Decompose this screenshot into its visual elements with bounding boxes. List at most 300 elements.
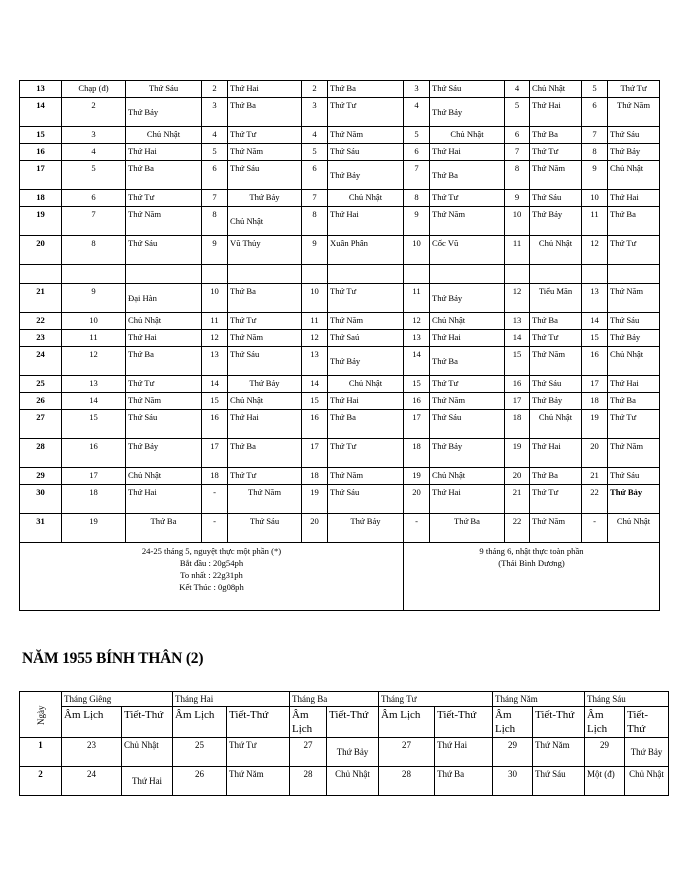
- weekday-cell: Thứ Tư: [430, 190, 505, 207]
- lunar-date-cell: 27: [379, 738, 435, 767]
- weekday-cell: Chủ Nhật: [608, 161, 660, 190]
- lunar-date-cell: 8: [582, 144, 608, 161]
- day-number: 13: [20, 81, 62, 98]
- empty-cell: [228, 265, 302, 284]
- lunar-date-cell: 11: [404, 284, 430, 313]
- sub-header: Tiết-Thứ: [625, 707, 669, 738]
- weekday-cell: Thứ Sáu: [328, 144, 404, 161]
- lunar-date-cell: 11: [582, 207, 608, 236]
- weekday-cell: Thứ Tư: [328, 439, 404, 468]
- empty-cell: [505, 265, 530, 284]
- lunar-date-cell: 4: [202, 127, 228, 144]
- weekday-cell: Thứ Tư: [228, 127, 302, 144]
- weekday-cell: Chủ Nhật: [608, 514, 660, 543]
- weekday-cell: Thứ Năm: [530, 514, 582, 543]
- sub-header: Âm Lịch: [493, 707, 533, 738]
- weekday-cell: Thứ Bảy: [625, 738, 669, 767]
- weekday-cell: Chủ Nhật: [228, 207, 302, 236]
- weekday-cell: Thứ Sáu: [533, 767, 585, 796]
- table-row: [20, 81, 660, 98]
- month-header: Tháng Hai: [173, 692, 290, 707]
- lunar-date-cell: 7: [202, 190, 228, 207]
- weekday-cell: Thứ Bảy: [430, 439, 505, 468]
- lunar-date-cell: 2: [62, 98, 126, 127]
- lunar-date-cell: 21: [582, 468, 608, 485]
- solar-eclipse-note: [404, 543, 660, 611]
- weekday-cell: Thứ Bảy: [327, 738, 379, 767]
- day-number: 19: [20, 207, 62, 236]
- lunar-date-cell: 15: [202, 393, 228, 410]
- weekday-cell: Thứ Bảy: [608, 485, 660, 514]
- lunar-date-cell: 3: [62, 127, 126, 144]
- month-header: Tháng Giêng: [62, 692, 173, 707]
- weekday-cell: Thứ Năm: [328, 468, 404, 485]
- weekday-cell: Thứ Bảy: [530, 207, 582, 236]
- weekday-cell: Thứ Hai: [328, 207, 404, 236]
- lunar-date-cell: -: [202, 514, 228, 543]
- empty-cell: [126, 265, 202, 284]
- weekday-cell: Thứ Ba: [608, 393, 660, 410]
- weekday-cell: Thứ Hai: [608, 376, 660, 393]
- note-line: Bắt đầu : 20g54ph: [179, 558, 244, 568]
- weekday-cell: Thứ Ba: [228, 98, 302, 127]
- weekday-cell: Thứ Sáu: [608, 468, 660, 485]
- spacer-row: [20, 265, 660, 284]
- weekday-cell: Chủ Nhật: [126, 468, 202, 485]
- lunar-date-cell: 2: [302, 81, 328, 98]
- weekday-cell: Thứ Hai: [228, 410, 302, 439]
- lunar-date-cell: 14: [505, 330, 530, 347]
- lunar-date-cell: 10: [582, 190, 608, 207]
- weekday-cell: Thứ Tư: [430, 376, 505, 393]
- weekday-cell: Thứ Năm: [608, 284, 660, 313]
- lunar-date-cell: 29: [585, 738, 625, 767]
- weekday-cell: Thứ Sáu: [328, 485, 404, 514]
- weekday-cell: Thứ Ba: [228, 439, 302, 468]
- sub-header: Tiết-Thứ: [227, 707, 290, 738]
- weekday-cell: Thứ Bảy: [228, 376, 302, 393]
- page-heading: NĂM 1955 BÍNH THÂN (2): [22, 650, 204, 667]
- weekday-cell: Vũ Thủy: [228, 236, 302, 265]
- table-row: [20, 330, 660, 347]
- weekday-cell: Chủ Nhật: [430, 313, 505, 330]
- day-column-header: Ngày: [20, 692, 62, 738]
- weekday-cell: Thứ Năm: [430, 207, 505, 236]
- lunar-date-cell: 18: [404, 439, 430, 468]
- empty-cell: [530, 265, 582, 284]
- weekday-cell: Thứ Ba: [126, 347, 202, 376]
- table-row: [20, 514, 660, 543]
- day-number: 17: [20, 161, 62, 190]
- eclipse-notes-row: [20, 543, 660, 611]
- weekday-cell: Thứ Sáu: [430, 410, 505, 439]
- lunar-date-cell: 4: [302, 127, 328, 144]
- sub-header: Âm Lịch: [585, 707, 625, 738]
- empty-cell: [404, 265, 430, 284]
- lunar-date-cell: 18: [505, 410, 530, 439]
- weekday-cell: Thứ Tư: [608, 410, 660, 439]
- weekday-cell: Thứ Hai: [530, 439, 582, 468]
- weekday-cell: Thứ Sáu: [530, 376, 582, 393]
- lunar-date-cell: 3: [404, 81, 430, 98]
- table-row: [20, 485, 660, 514]
- empty-cell: [582, 265, 608, 284]
- lunar-date-cell: 19: [62, 514, 126, 543]
- weekday-cell: Thứ Sáu: [430, 81, 505, 98]
- lunar-date-cell: -: [202, 485, 228, 514]
- day-number: 1: [20, 738, 62, 767]
- weekday-cell: Thứ Bảy: [126, 98, 202, 127]
- sub-header: Tiết-Thứ: [435, 707, 493, 738]
- lunar-date-cell: 19: [302, 485, 328, 514]
- lunar-date-cell: 20: [582, 439, 608, 468]
- sub-header: Tiết-Thứ: [122, 707, 173, 738]
- weekday-cell: Chủ Nhật: [328, 376, 404, 393]
- lunar-date-cell: 16: [62, 439, 126, 468]
- lunar-date-cell: 17: [404, 410, 430, 439]
- lunar-date-cell: 4: [505, 81, 530, 98]
- day-number: 16: [20, 144, 62, 161]
- weekday-cell: Thứ Sáu: [126, 236, 202, 265]
- weekday-cell: Thứ Tư: [530, 144, 582, 161]
- lunar-date-cell: -: [582, 514, 608, 543]
- empty-cell: [202, 265, 228, 284]
- lunar-date-cell: 2: [202, 81, 228, 98]
- weekday-cell: Chủ Nhật: [328, 190, 404, 207]
- weekday-cell: Thứ Hai: [435, 738, 493, 767]
- sub-header: Tiết-Thứ: [327, 707, 379, 738]
- weekday-cell: Thứ Ba: [530, 468, 582, 485]
- weekday-cell: Thứ Ba: [228, 284, 302, 313]
- sub-header: Âm Lịch: [290, 707, 327, 738]
- lunar-date-cell: 24: [62, 767, 122, 796]
- lunar-date-cell: 12: [202, 330, 228, 347]
- lunar-date-cell: 8: [404, 190, 430, 207]
- lunar-date-cell: 15: [404, 376, 430, 393]
- day-number: 15: [20, 127, 62, 144]
- weekday-cell: Thứ Bảy: [530, 393, 582, 410]
- lunar-date-cell: 14: [302, 376, 328, 393]
- weekday-cell: Chủ Nhật: [608, 347, 660, 376]
- lunar-date-cell: 25: [173, 738, 227, 767]
- lunar-date-cell: 17: [62, 468, 126, 485]
- weekday-cell: Chủ Nhật: [530, 236, 582, 265]
- lunar-date-cell: 17: [302, 439, 328, 468]
- weekday-cell: Thứ Tư: [328, 98, 404, 127]
- lunar-date-cell: 7: [404, 161, 430, 190]
- lunar-date-cell: 28: [379, 767, 435, 796]
- weekday-cell: Thứ Sáu: [126, 81, 202, 98]
- lunar-date-cell: 15: [302, 393, 328, 410]
- weekday-cell: Xuân Phân: [328, 236, 404, 265]
- weekday-cell: Thứ Hai: [430, 485, 505, 514]
- empty-cell: [430, 265, 505, 284]
- lunar-date-cell: 8: [505, 161, 530, 190]
- lunar-date-cell: 29: [493, 738, 533, 767]
- lunar-date-cell: 27: [290, 738, 327, 767]
- lunar-date-cell: 21: [505, 485, 530, 514]
- weekday-cell: Thứ Bảy: [430, 98, 505, 127]
- weekday-cell: Thứ Ba: [328, 81, 404, 98]
- weekday-cell: Chủ Nhật: [327, 767, 379, 796]
- weekday-cell: Thứ Ba: [126, 514, 202, 543]
- table-row: [20, 313, 660, 330]
- lunar-date-cell: 3: [302, 98, 328, 127]
- weekday-cell: Thứ Tư: [530, 485, 582, 514]
- weekday-cell: Thứ Hai: [430, 330, 505, 347]
- day-number: 21: [20, 284, 62, 313]
- table-row: [20, 284, 660, 313]
- lunar-date-cell: 12: [505, 284, 530, 313]
- lunar-date-cell: 6: [202, 161, 228, 190]
- weekday-cell: Thứ Bảy: [328, 161, 404, 190]
- weekday-cell: Chủ Nhật: [530, 81, 582, 98]
- weekday-cell: Thứ Năm: [530, 161, 582, 190]
- lunar-date-cell: 6: [505, 127, 530, 144]
- weekday-cell: Thứ Năm: [533, 738, 585, 767]
- calendar-table-1955: [19, 691, 669, 796]
- lunar-date-cell: 5: [62, 161, 126, 190]
- table-row: [20, 393, 660, 410]
- weekday-cell: Thứ Sáu: [608, 127, 660, 144]
- empty-cell: [608, 265, 660, 284]
- lunar-date-cell: 9: [202, 236, 228, 265]
- table-row: [20, 738, 669, 767]
- lunar-date-cell: 22: [582, 485, 608, 514]
- lunar-date-cell: 18: [62, 485, 126, 514]
- lunar-date-cell: 16: [505, 376, 530, 393]
- weekday-cell: Thứ Tư: [227, 738, 290, 767]
- weekday-cell: Thứ Tư: [328, 284, 404, 313]
- weekday-cell: Chủ Nhật: [625, 767, 669, 796]
- lunar-date-cell: 30: [493, 767, 533, 796]
- lunar-date-cell: Chạp (đ): [62, 81, 126, 98]
- weekday-cell: Thứ Bảy: [126, 439, 202, 468]
- month-header: Tháng Ba: [290, 692, 379, 707]
- weekday-cell: Thứ Năm: [126, 207, 202, 236]
- day-number: 23: [20, 330, 62, 347]
- weekday-cell: Thứ Tư: [228, 468, 302, 485]
- calendar-table-continued: [19, 80, 660, 611]
- lunar-date-cell: 13: [302, 347, 328, 376]
- lunar-date-cell: 6: [404, 144, 430, 161]
- table-row: [20, 161, 660, 190]
- weekday-cell: Thứ Năm: [530, 347, 582, 376]
- lunar-date-cell: 28: [290, 767, 327, 796]
- lunar-date-cell: 22: [505, 514, 530, 543]
- empty-cell: [20, 265, 62, 284]
- lunar-eclipse-note: [20, 543, 404, 611]
- lunar-date-cell: 16: [302, 410, 328, 439]
- weekday-cell: Thứ Năm: [608, 439, 660, 468]
- sub-header-row: [20, 707, 669, 738]
- day-number: 14: [20, 98, 62, 127]
- day-number: 31: [20, 514, 62, 543]
- weekday-cell: Chủ Nhật: [126, 127, 202, 144]
- lunar-date-cell: 6: [582, 98, 608, 127]
- lunar-date-cell: 7: [302, 190, 328, 207]
- lunar-date-cell: 13: [582, 284, 608, 313]
- lunar-date-cell: 15: [505, 347, 530, 376]
- note-line: 24-25 tháng 5, nguyệt thực một phần (*): [141, 546, 282, 556]
- table-row: [20, 439, 660, 468]
- table-row: [20, 207, 660, 236]
- table-row: [20, 767, 669, 796]
- lunar-date-cell: 18: [202, 468, 228, 485]
- sub-header: Âm Lịch: [173, 707, 227, 738]
- weekday-cell: Thứ Sáu: [228, 514, 302, 543]
- lunar-date-cell: 11: [505, 236, 530, 265]
- lunar-date-cell: 14: [202, 376, 228, 393]
- day-number: 20: [20, 236, 62, 265]
- lunar-date-cell: 12: [302, 330, 328, 347]
- weekday-cell: Thứ Ba: [328, 410, 404, 439]
- day-number: 29: [20, 468, 62, 485]
- weekday-cell: Thứ Năm: [227, 767, 290, 796]
- weekday-cell: Thứ Bảy: [328, 514, 404, 543]
- lunar-date-cell: 13: [404, 330, 430, 347]
- weekday-cell: Thứ Hai: [328, 393, 404, 410]
- weekday-cell: Thứ Hai: [122, 767, 173, 796]
- lunar-date-cell: 9: [62, 284, 126, 313]
- day-number: 25: [20, 376, 62, 393]
- weekday-cell: Thứ Hai: [430, 144, 505, 161]
- weekday-cell: Thứ Năm: [228, 144, 302, 161]
- weekday-cell: Thứ Hai: [228, 81, 302, 98]
- weekday-cell: Thứ Năm: [228, 330, 302, 347]
- month-header-row: [20, 692, 669, 707]
- weekday-cell: Thứ Bảy: [608, 144, 660, 161]
- weekday-cell: Chủ Nhật: [122, 738, 173, 767]
- lunar-date-cell: 8: [202, 207, 228, 236]
- lunar-date-cell: 14: [404, 347, 430, 376]
- lunar-date-cell: 15: [582, 330, 608, 347]
- lunar-date-cell: 10: [302, 284, 328, 313]
- weekday-cell: Thứ Sáu: [608, 313, 660, 330]
- weekday-cell: Thứ Năm: [430, 393, 505, 410]
- weekday-cell: Thứ Ba: [608, 207, 660, 236]
- weekday-cell: Thứ Năm: [228, 485, 302, 514]
- day-number: 30: [20, 485, 62, 514]
- day-number: 24: [20, 347, 62, 376]
- table-row: [20, 410, 660, 439]
- weekday-cell: Chủ Nhật: [126, 313, 202, 330]
- sub-header: Âm Lịch: [62, 707, 122, 738]
- lunar-date-cell: 14: [62, 393, 126, 410]
- lunar-date-cell: 12: [582, 236, 608, 265]
- lunar-date-cell: 4: [404, 98, 430, 127]
- lunar-date-cell: 19: [505, 439, 530, 468]
- table-row: [20, 468, 660, 485]
- lunar-date-cell: 11: [202, 313, 228, 330]
- lunar-date-cell: 5: [582, 81, 608, 98]
- lunar-date-cell: 15: [62, 410, 126, 439]
- lunar-date-cell: 19: [582, 410, 608, 439]
- weekday-cell: Thứ Năm: [328, 313, 404, 330]
- lunar-date-cell: -: [404, 514, 430, 543]
- lunar-date-cell: 13: [505, 313, 530, 330]
- lunar-date-cell: 26: [173, 767, 227, 796]
- lunar-date-cell: 16: [202, 410, 228, 439]
- lunar-date-cell: 17: [582, 376, 608, 393]
- lunar-date-cell: Một (đ): [585, 767, 625, 796]
- lunar-date-cell: 19: [404, 468, 430, 485]
- sub-header: Tiết-Thứ: [533, 707, 585, 738]
- weekday-cell: Chủ Nhật: [228, 393, 302, 410]
- table-row: [20, 236, 660, 265]
- lunar-date-cell: 16: [582, 347, 608, 376]
- weekday-cell: Thứ Hai: [530, 98, 582, 127]
- lunar-date-cell: 18: [302, 468, 328, 485]
- note-line: (Thái Bình Dương): [498, 558, 565, 568]
- lunar-date-cell: 13: [202, 347, 228, 376]
- weekday-cell: Thứ Hai: [608, 190, 660, 207]
- month-header: Tháng Tư: [379, 692, 493, 707]
- lunar-date-cell: 10: [62, 313, 126, 330]
- weekday-cell: Tiểu Mãn: [530, 284, 582, 313]
- lunar-date-cell: 5: [505, 98, 530, 127]
- weekday-cell: Thứ Năm: [608, 98, 660, 127]
- day-number: 2: [20, 767, 62, 796]
- weekday-cell: Thứ Năm: [126, 393, 202, 410]
- sub-header: Âm Lịch: [379, 707, 435, 738]
- lunar-date-cell: 10: [404, 236, 430, 265]
- weekday-cell: Thứ Bảy: [328, 347, 404, 376]
- weekday-cell: Thứ Hai: [126, 485, 202, 514]
- table-row: [20, 190, 660, 207]
- weekday-cell: Thứ Ba: [430, 161, 505, 190]
- weekday-cell: Thứ Tư: [228, 313, 302, 330]
- lunar-date-cell: 9: [302, 236, 328, 265]
- lunar-date-cell: 6: [62, 190, 126, 207]
- day-number: 27: [20, 410, 62, 439]
- empty-cell: [328, 265, 404, 284]
- weekday-cell: Thứ Saú: [328, 330, 404, 347]
- lunar-date-cell: 20: [505, 468, 530, 485]
- weekday-cell: Thứ Sáu: [228, 161, 302, 190]
- lunar-date-cell: 13: [62, 376, 126, 393]
- note-line: 9 tháng 6, nhật thực toàn phần: [479, 546, 584, 556]
- lunar-date-cell: 11: [62, 330, 126, 347]
- weekday-cell: Thứ Bảy: [228, 190, 302, 207]
- weekday-cell: Thứ Năm: [328, 127, 404, 144]
- weekday-cell: Chủ Nhật: [430, 127, 505, 144]
- lunar-date-cell: 6: [302, 161, 328, 190]
- weekday-cell: Thứ Bảy: [430, 284, 505, 313]
- table-row: [20, 376, 660, 393]
- lunar-date-cell: 9: [582, 161, 608, 190]
- lunar-date-cell: 18: [582, 393, 608, 410]
- lunar-date-cell: 12: [62, 347, 126, 376]
- table-row: [20, 127, 660, 144]
- weekday-cell: Thứ Tư: [608, 236, 660, 265]
- lunar-date-cell: 8: [62, 236, 126, 265]
- lunar-date-cell: 11: [302, 313, 328, 330]
- day-number: 22: [20, 313, 62, 330]
- day-number: 28: [20, 439, 62, 468]
- lunar-date-cell: 17: [505, 393, 530, 410]
- weekday-cell: Thứ Hai: [126, 144, 202, 161]
- weekday-cell: Thứ Tư: [530, 330, 582, 347]
- lunar-date-cell: 5: [202, 144, 228, 161]
- lunar-date-cell: 7: [62, 207, 126, 236]
- weekday-cell: Thứ Sáu: [228, 347, 302, 376]
- day-number: 18: [20, 190, 62, 207]
- weekday-cell: Thứ Tư: [126, 190, 202, 207]
- lunar-date-cell: 12: [404, 313, 430, 330]
- weekday-cell: Thứ Ba: [530, 127, 582, 144]
- lunar-date-cell: 17: [202, 439, 228, 468]
